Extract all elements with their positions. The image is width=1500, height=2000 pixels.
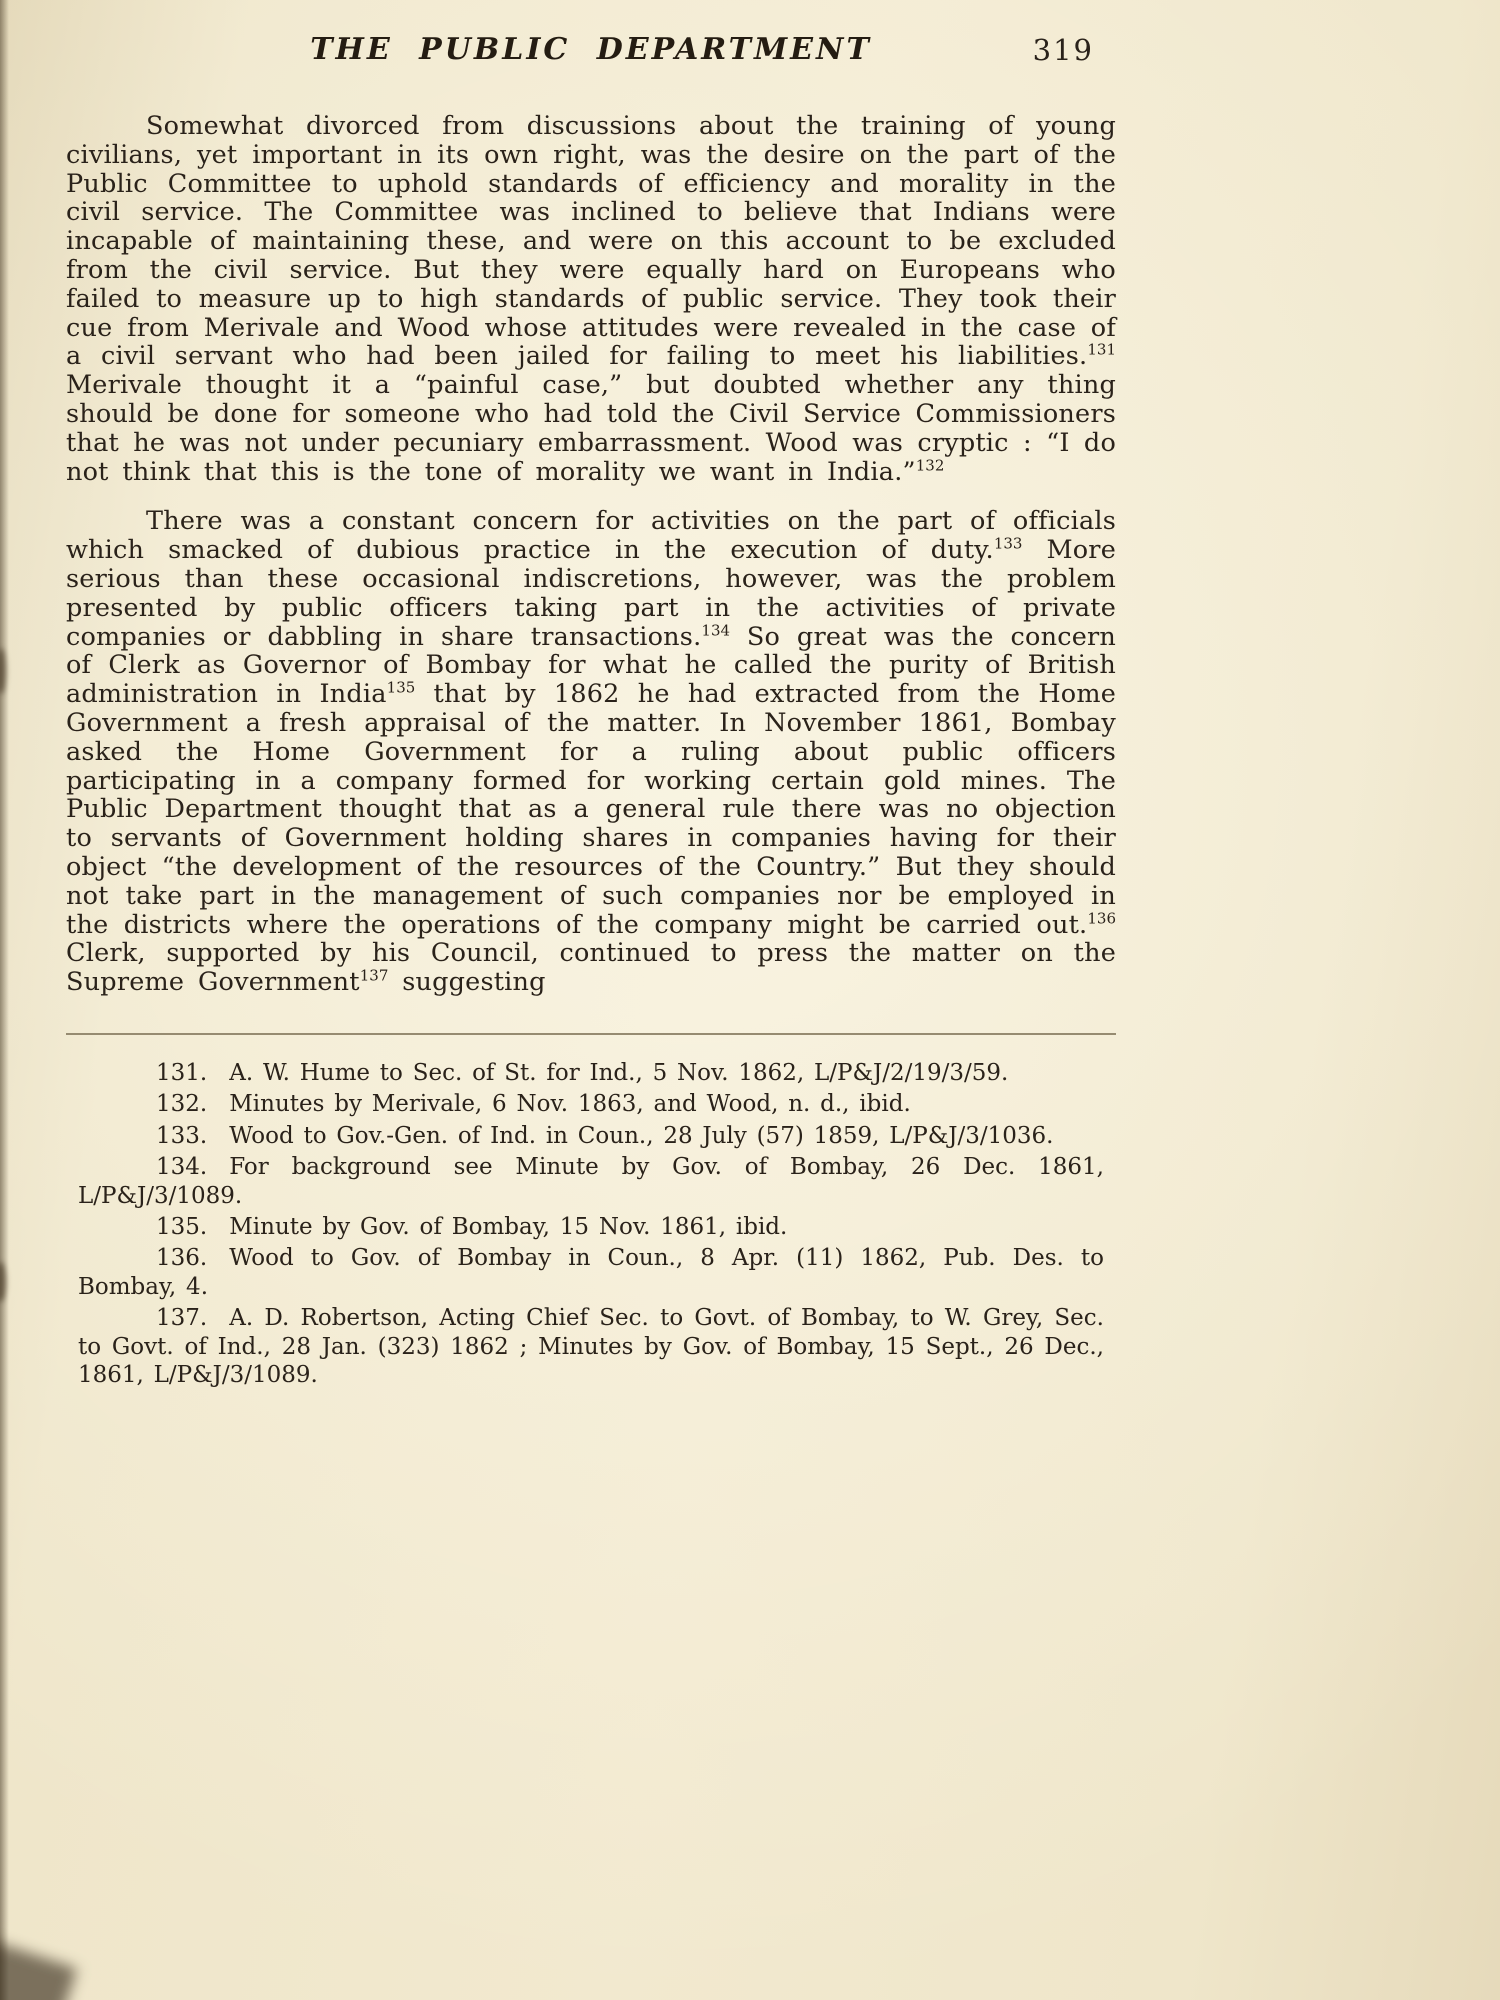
footnote-number: 132. <box>156 1091 208 1118</box>
footnote-reference: 136 <box>1087 909 1116 928</box>
footnote-divider <box>66 1033 1116 1035</box>
footnote-reference: 133 <box>993 534 1023 553</box>
scan-corner-shadow <box>0 1939 77 2000</box>
footnote-text: A. D. Robertson, Acting Chief Sec. to Govt. of Bombay, to W. Grey, Sec. to Govt. of Ind., 28 Jan. (323) 1862 ; Minutes by Gov. of Bombay, 15 Sept., 26 Dec., 1861, L/P&J/3/1089. <box>78 1305 1104 1388</box>
footnote-reference: 131 <box>1087 340 1116 359</box>
footnote-text: Wood to Gov.-Gen. of Ind. in Coun., 28 July (57) 1859, L/P&J/3/1036. <box>229 1122 1054 1149</box>
paragraph: Somewhat divorced from discussions about the training of young civilians, yet important in its own right, was the desire on the part of the Public Committee to uphold standards of efficiency and morality in the civil service. The Committee was inclined to believe that Indians were incapable of maintaining these, and were on this account to be excluded from the civil service. But they were equally hard on Europeans who failed to measure up to high standards of public service. They took their cue from Merivale and Wood whose attitudes were revealed in the case of a civil servant who had been jailed for failing to meet his liabilities.$^{131}$ Merivale thought it a “painful case,” but doubted whether any thing should be done for someone who had told the Civil Service Commissioners that he was not under pecuniary embarrassment. Wood was cryptic : “I do not think that this is the tone of morality we want in India.”$^{132}$ <box>66 111 1116 487</box>
footnote-item <box>78 1059 1104 1087</box>
footnote-reference: 137 <box>359 966 389 985</box>
body-text <box>66 112 1116 997</box>
footnote-text: Minute by Gov. of Bombay, 15 Nov. 1861, ibid. <box>229 1213 788 1240</box>
footnote-number: 133. <box>156 1122 208 1149</box>
footnote-text: A. W. Hume to Sec. of St. for Ind., 5 Nov. 1862, L/P&J/2/19/3/59. <box>229 1059 1009 1086</box>
footnote-item <box>78 1090 1104 1118</box>
paragraph: There was a constant concern for activities on the part of officials which smacked of dubious practice in the execution of duty.$^{133}$ More serious than these occasional indiscretions, however, was the problem presented by public officers taking part in the activities of private companies or dabbling in share transactions.$^{134}$ So great was the concern of Clerk as Governor of Bombay for what he called the purity of British administration in India$^{135}$ that by 1862 he had extracted from the Home Government a fresh appraisal of the matter. In November 1861, Bombay asked the Home Government for a ruling about public officers participating in a company formed for working certain gold mines. The Public Department thought that as a general rule there was no objection to servants of Government holding shares in companies having for their object “the development of the resources of the Country.” But they should not take part in the management of such companies nor be employed in the districts where the operations of the company might be carried out.$^{136}$ Clerk, supported by his Council, continued to press the matter on the Supreme Government$^{137}$ suggesting <box>66 506 1116 998</box>
footnote-item <box>78 1213 1104 1241</box>
footnote-reference: 134 <box>701 621 731 640</box>
footnote-text: Minutes by Merivale, 6 Nov. 1863, and Wood, n. d., ibid. <box>229 1091 911 1118</box>
footnote-number: 137. <box>156 1305 208 1332</box>
footnote-number: 131. <box>156 1059 208 1086</box>
footnote-reference: 132 <box>915 456 945 475</box>
footnote-reference: 135 <box>386 678 416 697</box>
footnote-item <box>78 1153 1104 1210</box>
footnote-text: Wood to Gov. of Bombay in Coun., 8 Apr. (11) 1862, Pub. Des. to Bombay, 4. <box>78 1245 1104 1300</box>
footnote-item <box>78 1244 1104 1301</box>
page-content <box>66 32 1116 1392</box>
footnotes-section <box>66 1059 1104 1389</box>
footnote-number: 134. <box>156 1154 208 1181</box>
footnote-item <box>78 1304 1104 1389</box>
footnote-text: For background see Minute by Gov. of Bombay, 26 Dec. 1861, L/P&J/3/1089. <box>78 1154 1104 1209</box>
footnote-number: 136. <box>156 1245 208 1272</box>
footnote-number: 135. <box>156 1213 208 1240</box>
running-header <box>66 32 1116 80</box>
footnote-item <box>78 1122 1104 1150</box>
page-title: THE PUBLIC DEPARTMENT <box>310 32 872 67</box>
scan-edge-shadow <box>0 0 9 2000</box>
page-number: 319 <box>1032 33 1094 67</box>
